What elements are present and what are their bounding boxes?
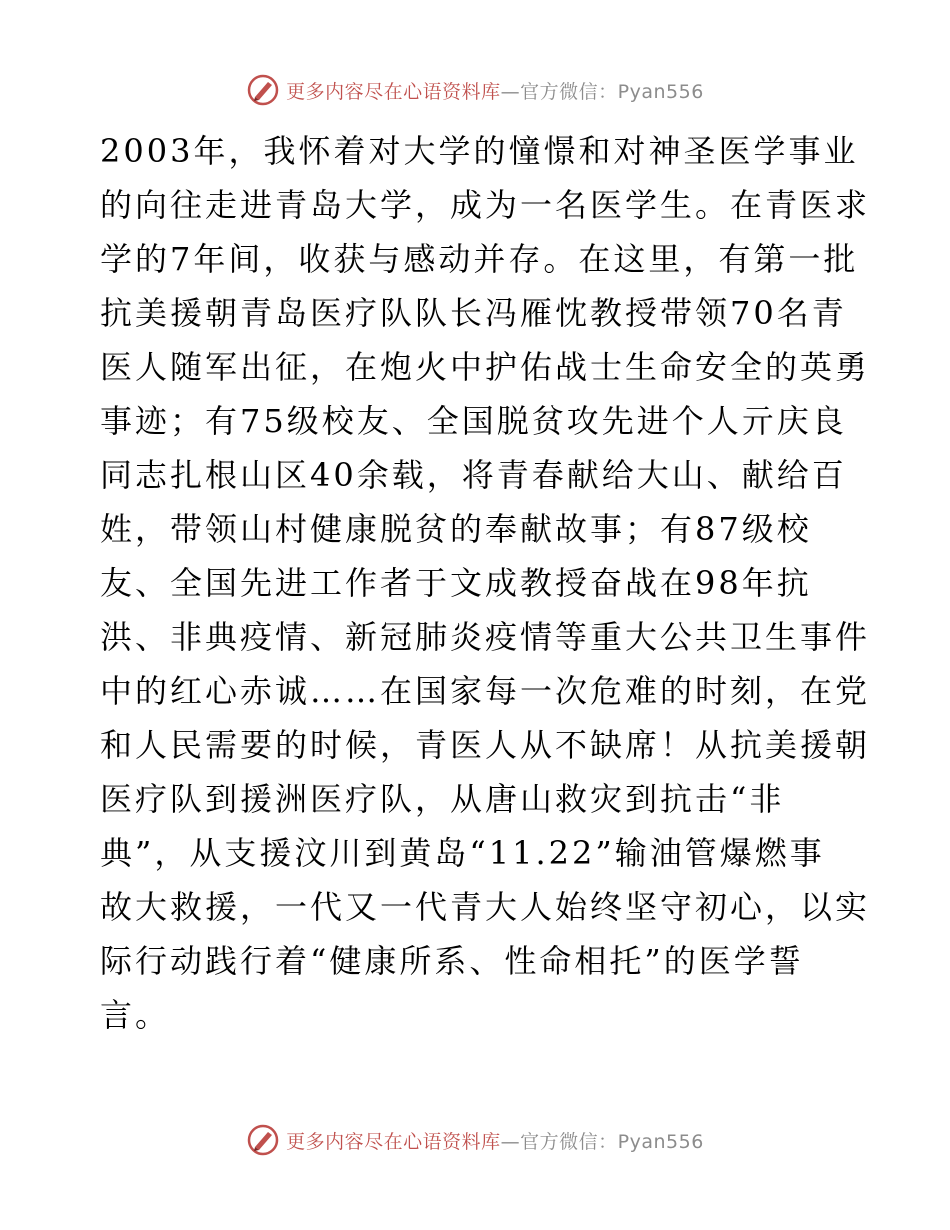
watermark-wechat: —官方微信：Pyan556: [500, 80, 704, 103]
article-line: 典”，从支援汶川到黄岛“11.22”输油管爆燃事: [100, 834, 825, 872]
header-watermark: [0, 70, 950, 110]
watermark-wechat: —官方微信：Pyan556: [500, 1130, 704, 1153]
article-line: 故大救援，一代又一代青大人始终坚守初心，以实: [100, 888, 871, 926]
article-line: 学的7年间，收获与感动并存。在这里，有第一批: [100, 240, 859, 278]
footer-watermark: [0, 1120, 950, 1160]
article-body: [100, 124, 871, 1042]
watermark-text: [286, 77, 704, 104]
article-line: 2003年，我怀着对大学的憧憬和对神圣医学事业: [100, 132, 859, 170]
watermark-text: [286, 1127, 704, 1154]
pen-logo-icon: [246, 73, 280, 107]
article-line: 同志扎根山区40余载，将青春献给大山、献给百: [100, 456, 847, 494]
article-line: 医疗队到援洲医疗队，从唐山救灾到抗击“非: [100, 780, 785, 818]
article-line: 际行动践行着“健康所系、性命相托”的医学誓: [100, 942, 804, 980]
article-line: 洪、非典疫情、新冠肺炎疫情等重大公共卫生事件: [100, 618, 871, 656]
article-line: 医人随军出征，在炮火中护佑战士生命安全的英勇: [100, 348, 871, 386]
pen-logo-icon: [246, 1123, 280, 1157]
article-line: 抗美援朝青岛医疗队队长冯雁忱教授带领70名青: [100, 294, 847, 332]
article-line: 和人民需要的时候，青医人从不缺席！从抗美援朝: [100, 726, 871, 764]
article-line: 友、全国先进工作者于文成教授奋战在98年抗: [100, 564, 812, 602]
article-line: 姓，带领山村健康脱贫的奉献故事；有87级校: [100, 510, 812, 548]
article-line: 言。: [100, 996, 171, 1034]
watermark-brand: 更多内容尽在心语资料库: [286, 80, 501, 103]
article-line: 事迹；有75级校友、全国脱贫攻先进个人亓庆良: [100, 402, 847, 440]
watermark-brand: 更多内容尽在心语资料库: [286, 1130, 501, 1153]
article-line: 中的红心赤诚……在国家每一次危难的时刻，在党: [100, 672, 871, 710]
article-line: 的向往走进青岛大学，成为一名医学生。在青医求: [100, 186, 871, 224]
